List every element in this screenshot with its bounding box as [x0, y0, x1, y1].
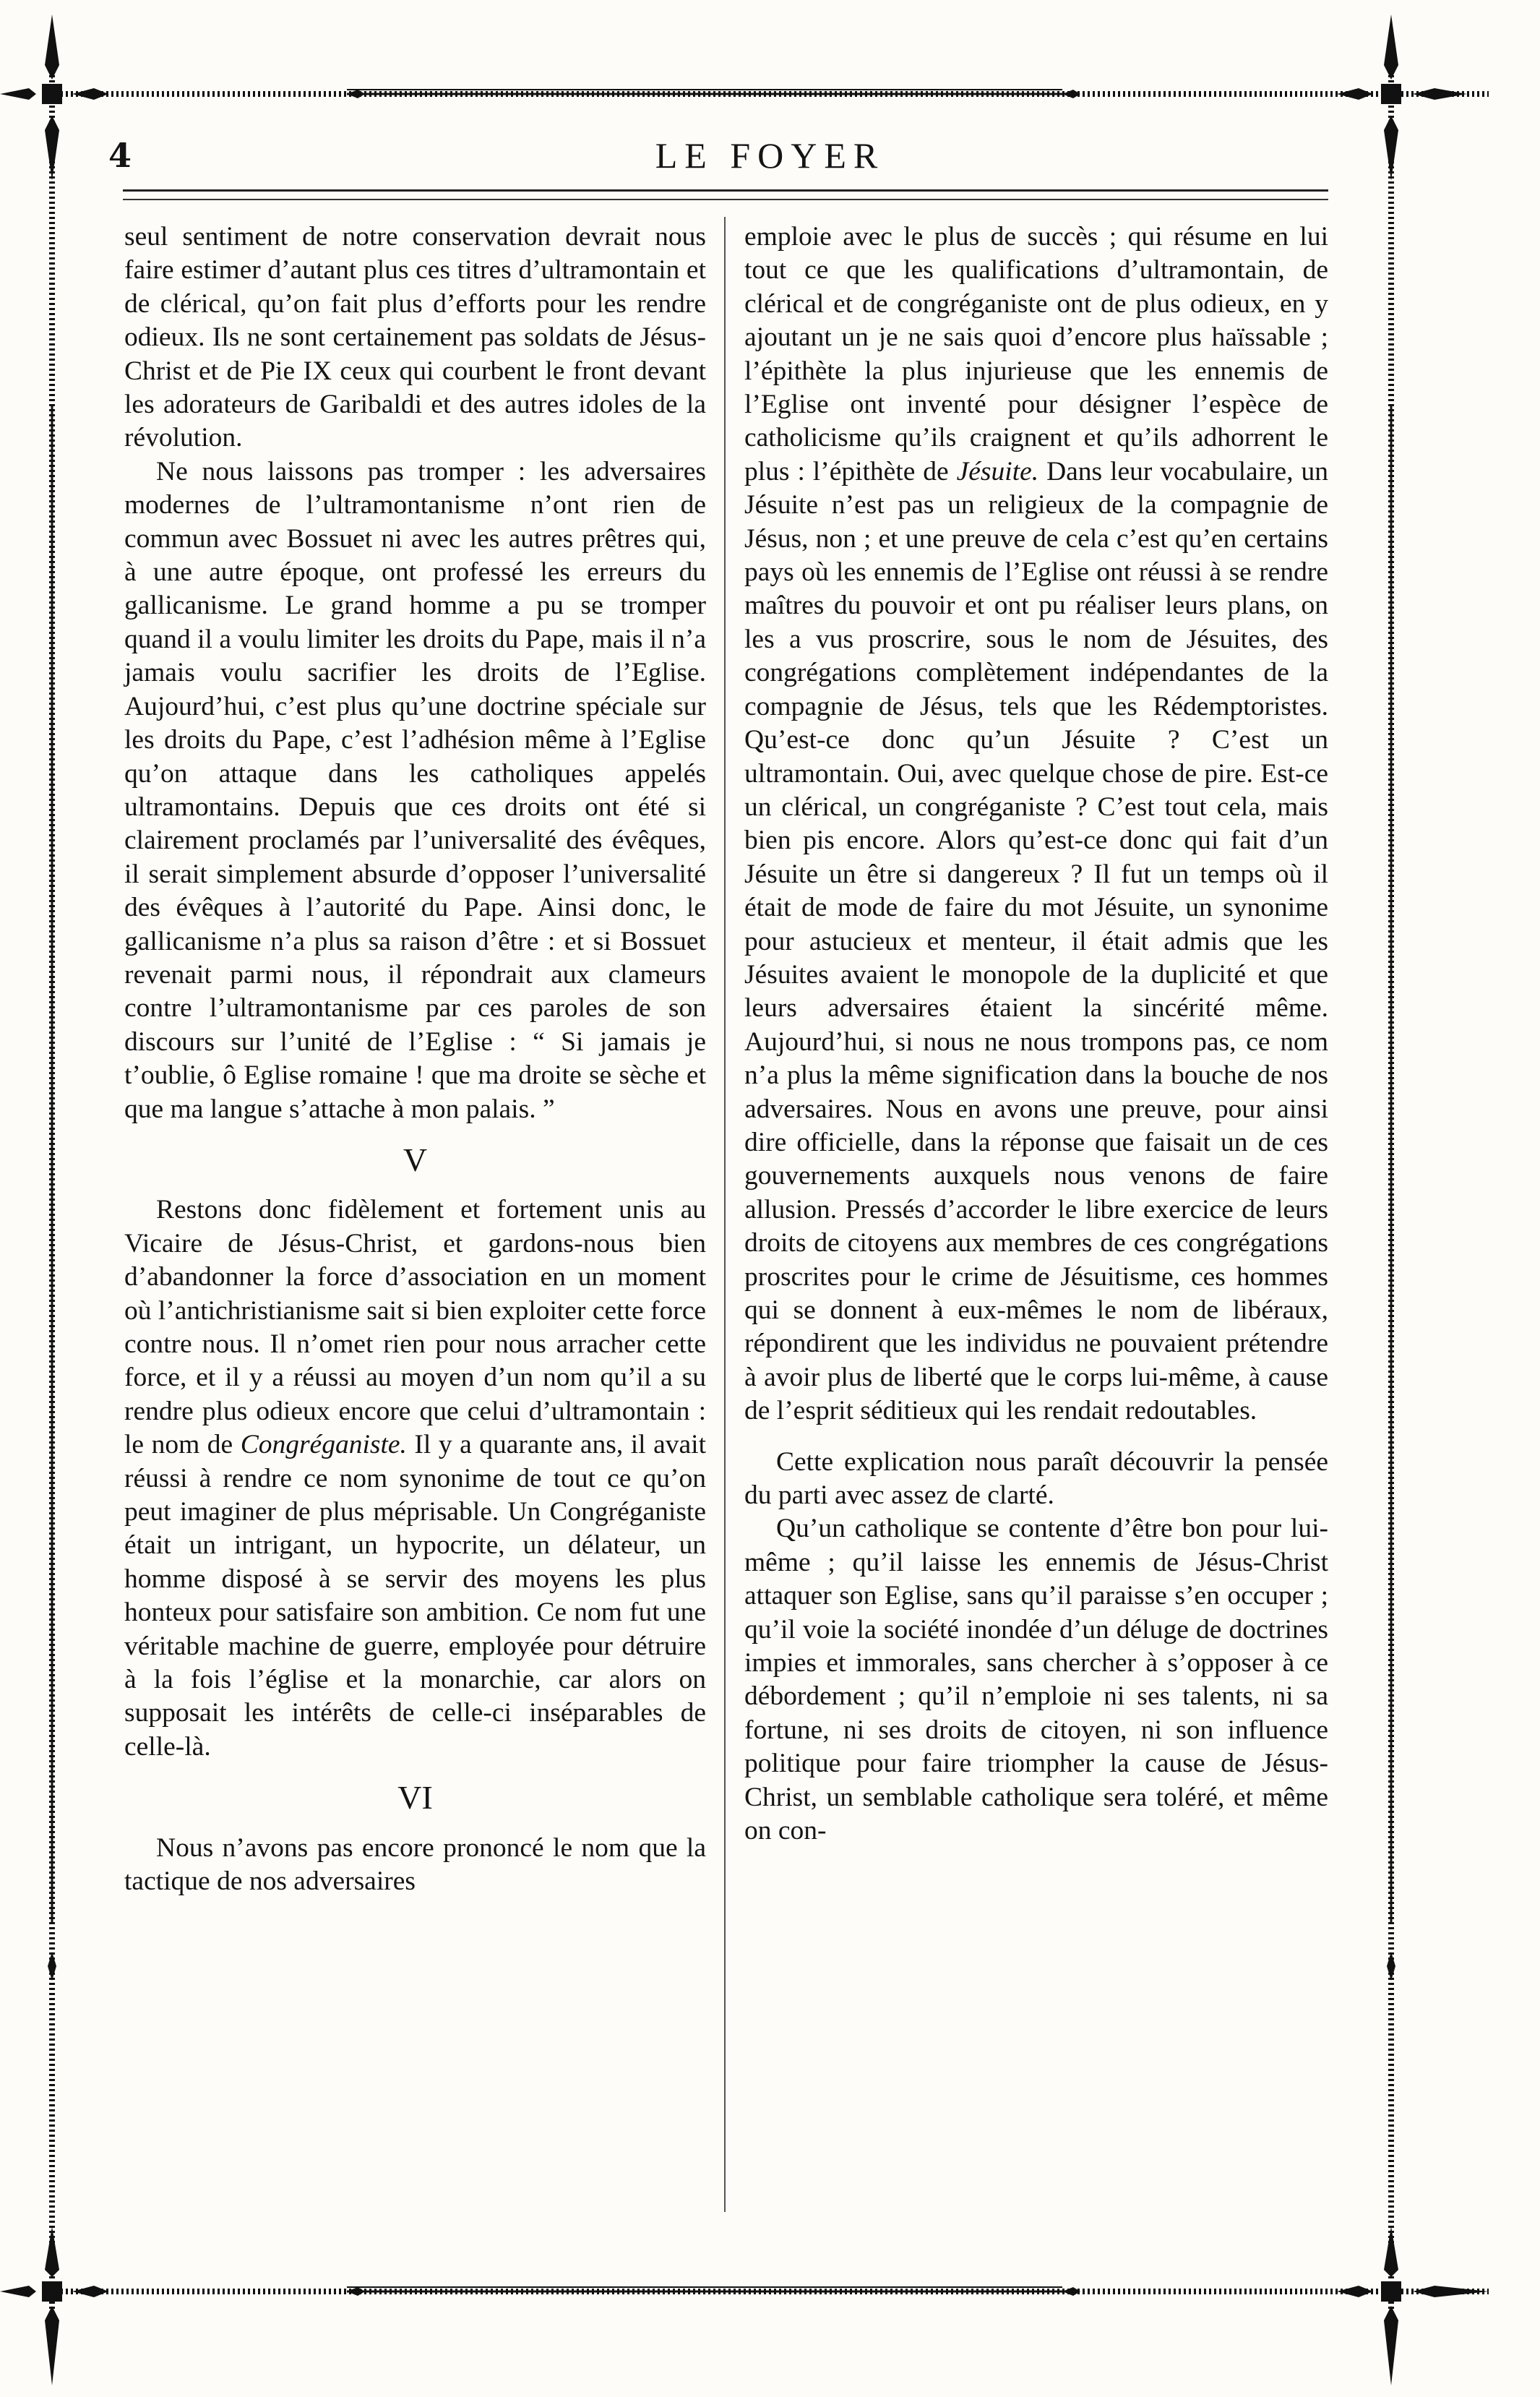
right-column [744, 220, 1328, 1848]
italic-term: Congréganiste. [240, 1430, 407, 1460]
paragraph: Nous n’avons pas encore prononcé le nom que la tactique de nos adversaires [124, 1832, 706, 1897]
left-column [124, 220, 706, 1899]
text-run: emploie avec le plus de succès ; qui résume en lui tout ce que les qualifications d’ultramontain, de clérical et de congréganiste ont de plus odieux, en y ajoutant un je ne sais quoi d’encore plus haïssable ; l’épithète la plus injurieuse que les ennemis de l’Eglise ont inventé pour désigner l’espèce de catholicisme qu’ils craignent et qu’ils adhorrent le plus : l’épithète de [744, 222, 1328, 486]
text-run: Dans leur vocabulaire, un Jésuite n’est pas un religieux de la compagnie de Jésus, non ; et une preuve de cela c’est qu’en certains pays où les ennemis de l’Eglise ont réussi à se rendre maîtres du pouvoir et ont pu réaliser leurs plans, on les a vus proscrire, sous le nom de Jésuites, des congrégations complètement indépendantes de la compagnie de Jésus, tels que les Rédemptoristes. Qu’est-ce donc qu’un Jésuite ? C’est un ultramontain. Oui, avec quelque chose de pire. Est-ce un clérical, un congréganiste ? C’est tout cela, mais bien pis encore. Alors qu’est-ce donc qui fait d’un Jésuite un être si dangereux ? Il fut un temps où il était de mode de faire du mot Jésuite, un synonime pour astucieux et menteur, il était admis que les Jésuites avaient le monopole de la duplicité et que leurs adversaires étaient la sincérité même. Aujourd’hui, si nous ne nous trompons pas, ce nom n’a plus la même signification dans la bouche de nos adversaires. Nous en avons une preuve, pour ainsi dire officielle, dans la réponse que faisait un de ces gouvernements auxquels nous venons de faire allusion. Pressés d’accorder le libre exercice de leurs droits de citoyens aux membres de ces congrégations proscrites pour le crime de Jésuitisme, ces hommes qui se donnent à eux-mêmes le nom de libéraux, répondirent que les individus ne pouvaient prétendre à avoir plus de liberté que le corps lui-même, à cause de l’esprit séditieux qui les rendait redoutables. [744, 456, 1328, 1426]
text-run: Restons donc fidèlement et fortement unis au Vicaire de Jésus-Christ, et gardons-nous bien d’abandonner la force d’association en un moment où l’antichristianisme sait si bien exploiter cette force contre nous. Il n’omet rien pour nous arracher cette force, et il y a réussi au moyen d’un nom qu’il a su rendre plus odieux encore que celui d’ultramontain : le nom de [124, 1195, 706, 1460]
bottom-border [51, 2287, 1489, 2291]
paragraph: Cette explication nous paraît découvrir la pensée du parti avec assez de clarté. [744, 1446, 1328, 1511]
corner-ornament-top-right [1337, 14, 1467, 181]
corner-ornament-bottom-left [0, 2226, 108, 2385]
paragraph [744, 220, 1328, 1428]
section-heading-vi: VI [397, 1779, 433, 1817]
paragraph: seul sentiment de notre conservation devrait nous faire estimer d’autant plus ces titres d’ultramontain et de clérical, qu’on fait plus d’efforts pour les rendre odieux. Ils ne sont certainement pas soldats de Jésus-Christ et de Pie IX ceux qui courbent le front devant les adorateurs de Garibaldi et des autres idoles de la révolution. [124, 222, 706, 453]
header-rule-thin [123, 199, 1328, 200]
corner-ornament-top-left [0, 14, 108, 181]
italic-term: Jésuite. [956, 456, 1039, 486]
column-divider [724, 217, 726, 2212]
paragraph: Qu’un catholique se contente d’être bon pour lui-même ; qu’il laisse les ennemis de Jésus-Christ attaquer son Eglise, sans qu’il paraisse s’en occuper ; qu’il voie la société inondée d’un déluge de doctrines impies et immorales, sans chercher à s’opposer à ce débordement ; qu’il n’emploie ni ses talents, ni sa fortune, ni ses droits de citoyen, ni son influence politique pour faire triompher la cause de Jésus-Christ, un semblable catholique sera toléré, et même on con- [744, 1514, 1328, 1846]
top-border [51, 90, 1489, 94]
header-rule [123, 189, 1328, 192]
paragraph: Ne nous laissons pas tromper : les adversaires modernes de l’ultramontanisme n’ont rien de commun avec Bossuet ni avec les autres prêtres qui, à une autre époque, ont professé les erreurs du gallicanisme. Le grand homme a pu se tromper quand il a voulu limiter les droits du Pape, mais il n’a jamais voulu sacrifier les droits de l’Eglise. Aujourd’hui, c’est plus qu’une doctrine spéciale sur les droits du Pape, c’est l’adhésion même à l’Eglise qu’on attaque dans les catholiques appelés ultramontains. Depuis que ces droits ont été si clairement proclamés par l’universalité des évêques, il serait simplement absurde d’opposer l’universalité des évêques à l’autorité du Pape. Ainsi donc, le gallicanisme n’a plus sa raison d’être : et si Bossuet revenait parmi nous, il répondrait aux clameurs contre l’ultramontanisme par ces paroles de son discours sur l’unité de l’Eglise : “ Si jamais je t’oublie, ô Eglise romaine ! que ma droite se sèche et que ma langue s’attache à mon palais. ” [124, 456, 706, 1124]
text-run: Il y a quarante ans, il avait réussi à rendre ce nom synonime de tout ce qu’on peut imaginer de plus méprisable. Un Congréganiste était un intrigant, un hypocrite, un délateur, un homme disposé à se servir des moyens les plus honteux pour satisfaire son ambition. Ce nom fut une véritable machine de guerre, employée pour détruire à la fois l’église et la monarchie, car alors on supposait les intérêts de celle-ci inséparables de celle-là. [124, 1430, 706, 1762]
running-head-title: LE FOYER [655, 135, 885, 176]
section-heading-v: V [403, 1141, 428, 1178]
paragraph [124, 1193, 706, 1764]
corner-ornament-bottom-right [1337, 2226, 1489, 2385]
page-number: 4 [108, 136, 132, 175]
